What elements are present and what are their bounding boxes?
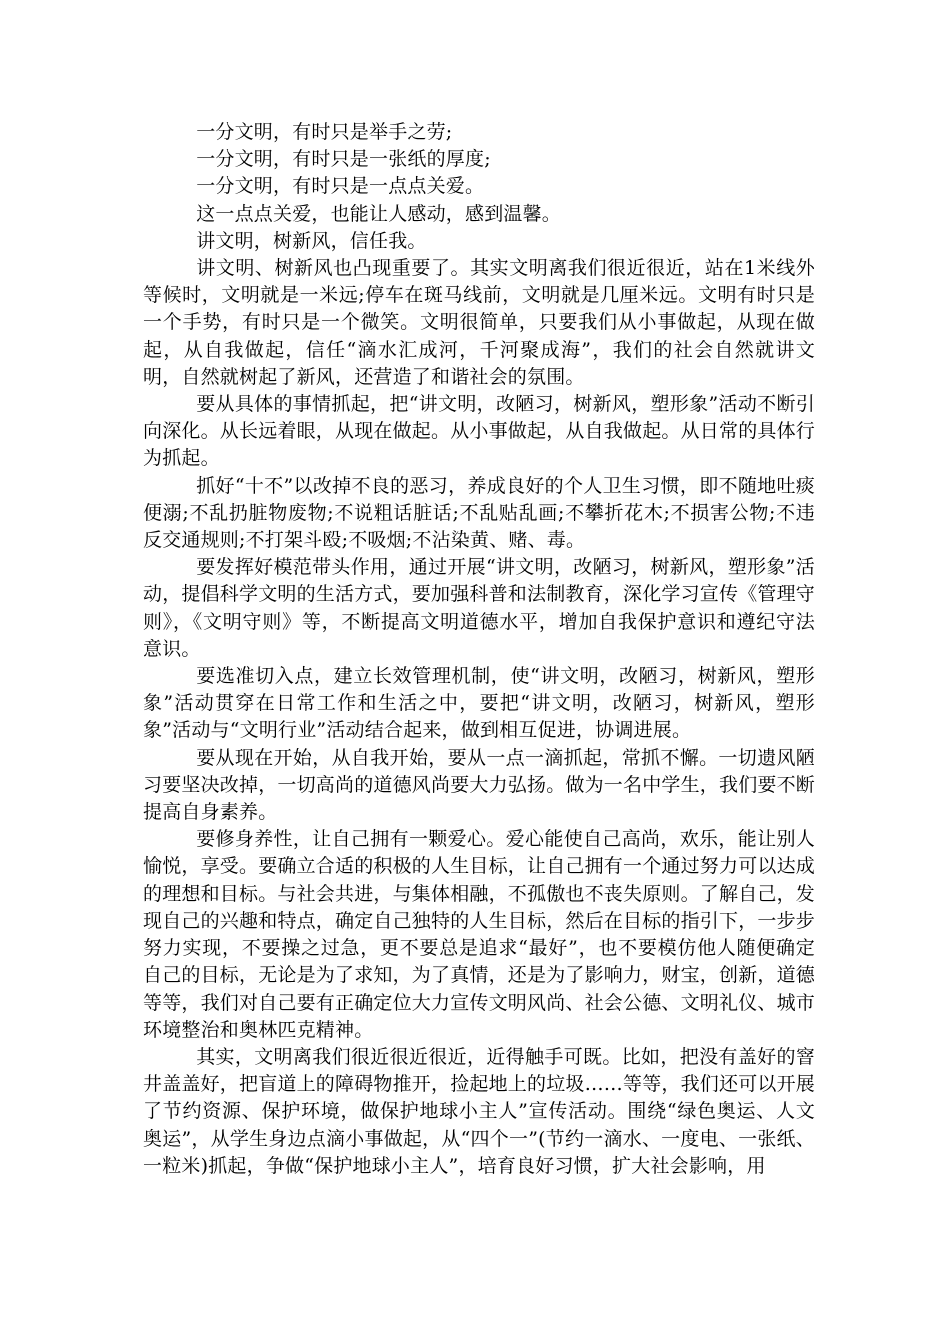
- paragraph: 抓好“十不”以改掉不良的恶习，养成良好的个人卫生习惯，即不随地吐痰便溺;不乱扔脏物废物;不说粗话脏话;不乱贴乱画;不攀折花木;不损害公物;不违反交通规则;不打架斗殴;不吸烟;不沾染黄、赌、毒。: [143, 474, 815, 552]
- paragraph: 其实，文明离我们很近很近很近，近得触手可既。比如，把没有盖好的窨井盖盖好，把盲道上的障碍物推开，捡起地上的垃圾……等等，我们还可以开展了节约资源、保护环境，做保护地球小主人”宣传活动。围绕“绿色奥运、人文奥运”，从学生身边点滴小事做起，从“四个一”(节约一滴水、一度电、一张纸、一粒米)抓起，争做“保护地球小主人”，培育良好习惯，扩大社会影响，用: [143, 1045, 816, 1177]
- paragraph: 一分文明，有时只是一点点关爱。: [196, 175, 485, 198]
- paragraph: 要从现在开始，从自我开始，要从一点一滴抓起，常抓不懈。一切遗风陋习要坚决改掉，一切高尚的道德风尚要大力弘扬。做为一名中学生，我们要不断提高自身素养。: [143, 746, 816, 824]
- paragraph: 讲文明，树新风，信任我。: [196, 229, 427, 252]
- paragraph: 讲文明、树新风也凸现重要了。其实文明离我们很近很近，站在1米线外等候时，文明就是一米远;停车在斑马线前，文明就是几厘米远。文明有时只是一个手势，有时只是一个微笑。文明很简单，只要我们从小事做起，从现在做起，从自我做起，信任“滴水汇成河，千河聚成海”，我们的社会自然就讲文明，自然就树起了新风，还营造了和谐社会的氛围。: [143, 257, 815, 388]
- paragraph: 要发挥好模范带头作用，通过开展“讲文明，改陋习，树新风，塑形象”活动，提倡科学文明的生活方式，要加强科普和法制教育，深化学习宣传《管理守则》，《文明守则》等，不断提高文明道德水平，增加自我保护意识和遵纪守法意识。: [143, 556, 816, 660]
- paragraph: 要从具体的事情抓起，把“讲文明，改陋习，树新风，塑形象”活动不断引向深化。从长远着眼，从现在做起。从小事做起，从自我做起。从日常的具体行为抓起。: [143, 393, 816, 470]
- paragraph: 要修身养性，让自己拥有一颗爱心。爱心能使自己高尚，欢乐，能让别人愉悦，享受。要确立合适的积极的人生目标，让自己拥有一个通过努力可以达成的理想和目标。与社会共进，与集体相融，不孤傲也不丧失原则。了解自己，发现自己的兴趣和特点，确定自己独特的人生目标，然后在目标的指引下，一步步努力实现，不要操之过急，更不要总是追求“最好”，也不要模仿他人随便确定自己的目标，无论是为了求知，为了真情，还是为了影响力，财宝，创新，道德等等，我们对自己要有正确定位大力宣传文明风尚、社会公德、文明礼仪、城市环境整治和奥林匹克精神。: [143, 828, 816, 1041]
- document-body: [143, 119, 815, 1180]
- paragraph: 一分文明，有时只是一张纸的厚度;: [196, 148, 491, 171]
- paragraph: 要选准切入点，建立长效管理机制，使“讲文明，改陋习，树新风，塑形象”活动贯穿在日常工作和生活之中，要把“讲文明，改陋习，树新风，塑形象”活动与“文明行业”活动结合起来，做到相互促进，协调进展。: [143, 665, 815, 742]
- paragraph: 这一点点关爱，也能让人感动，感到温馨。: [196, 202, 561, 225]
- paragraph: 一分文明，有时只是举手之劳;: [196, 121, 453, 143]
